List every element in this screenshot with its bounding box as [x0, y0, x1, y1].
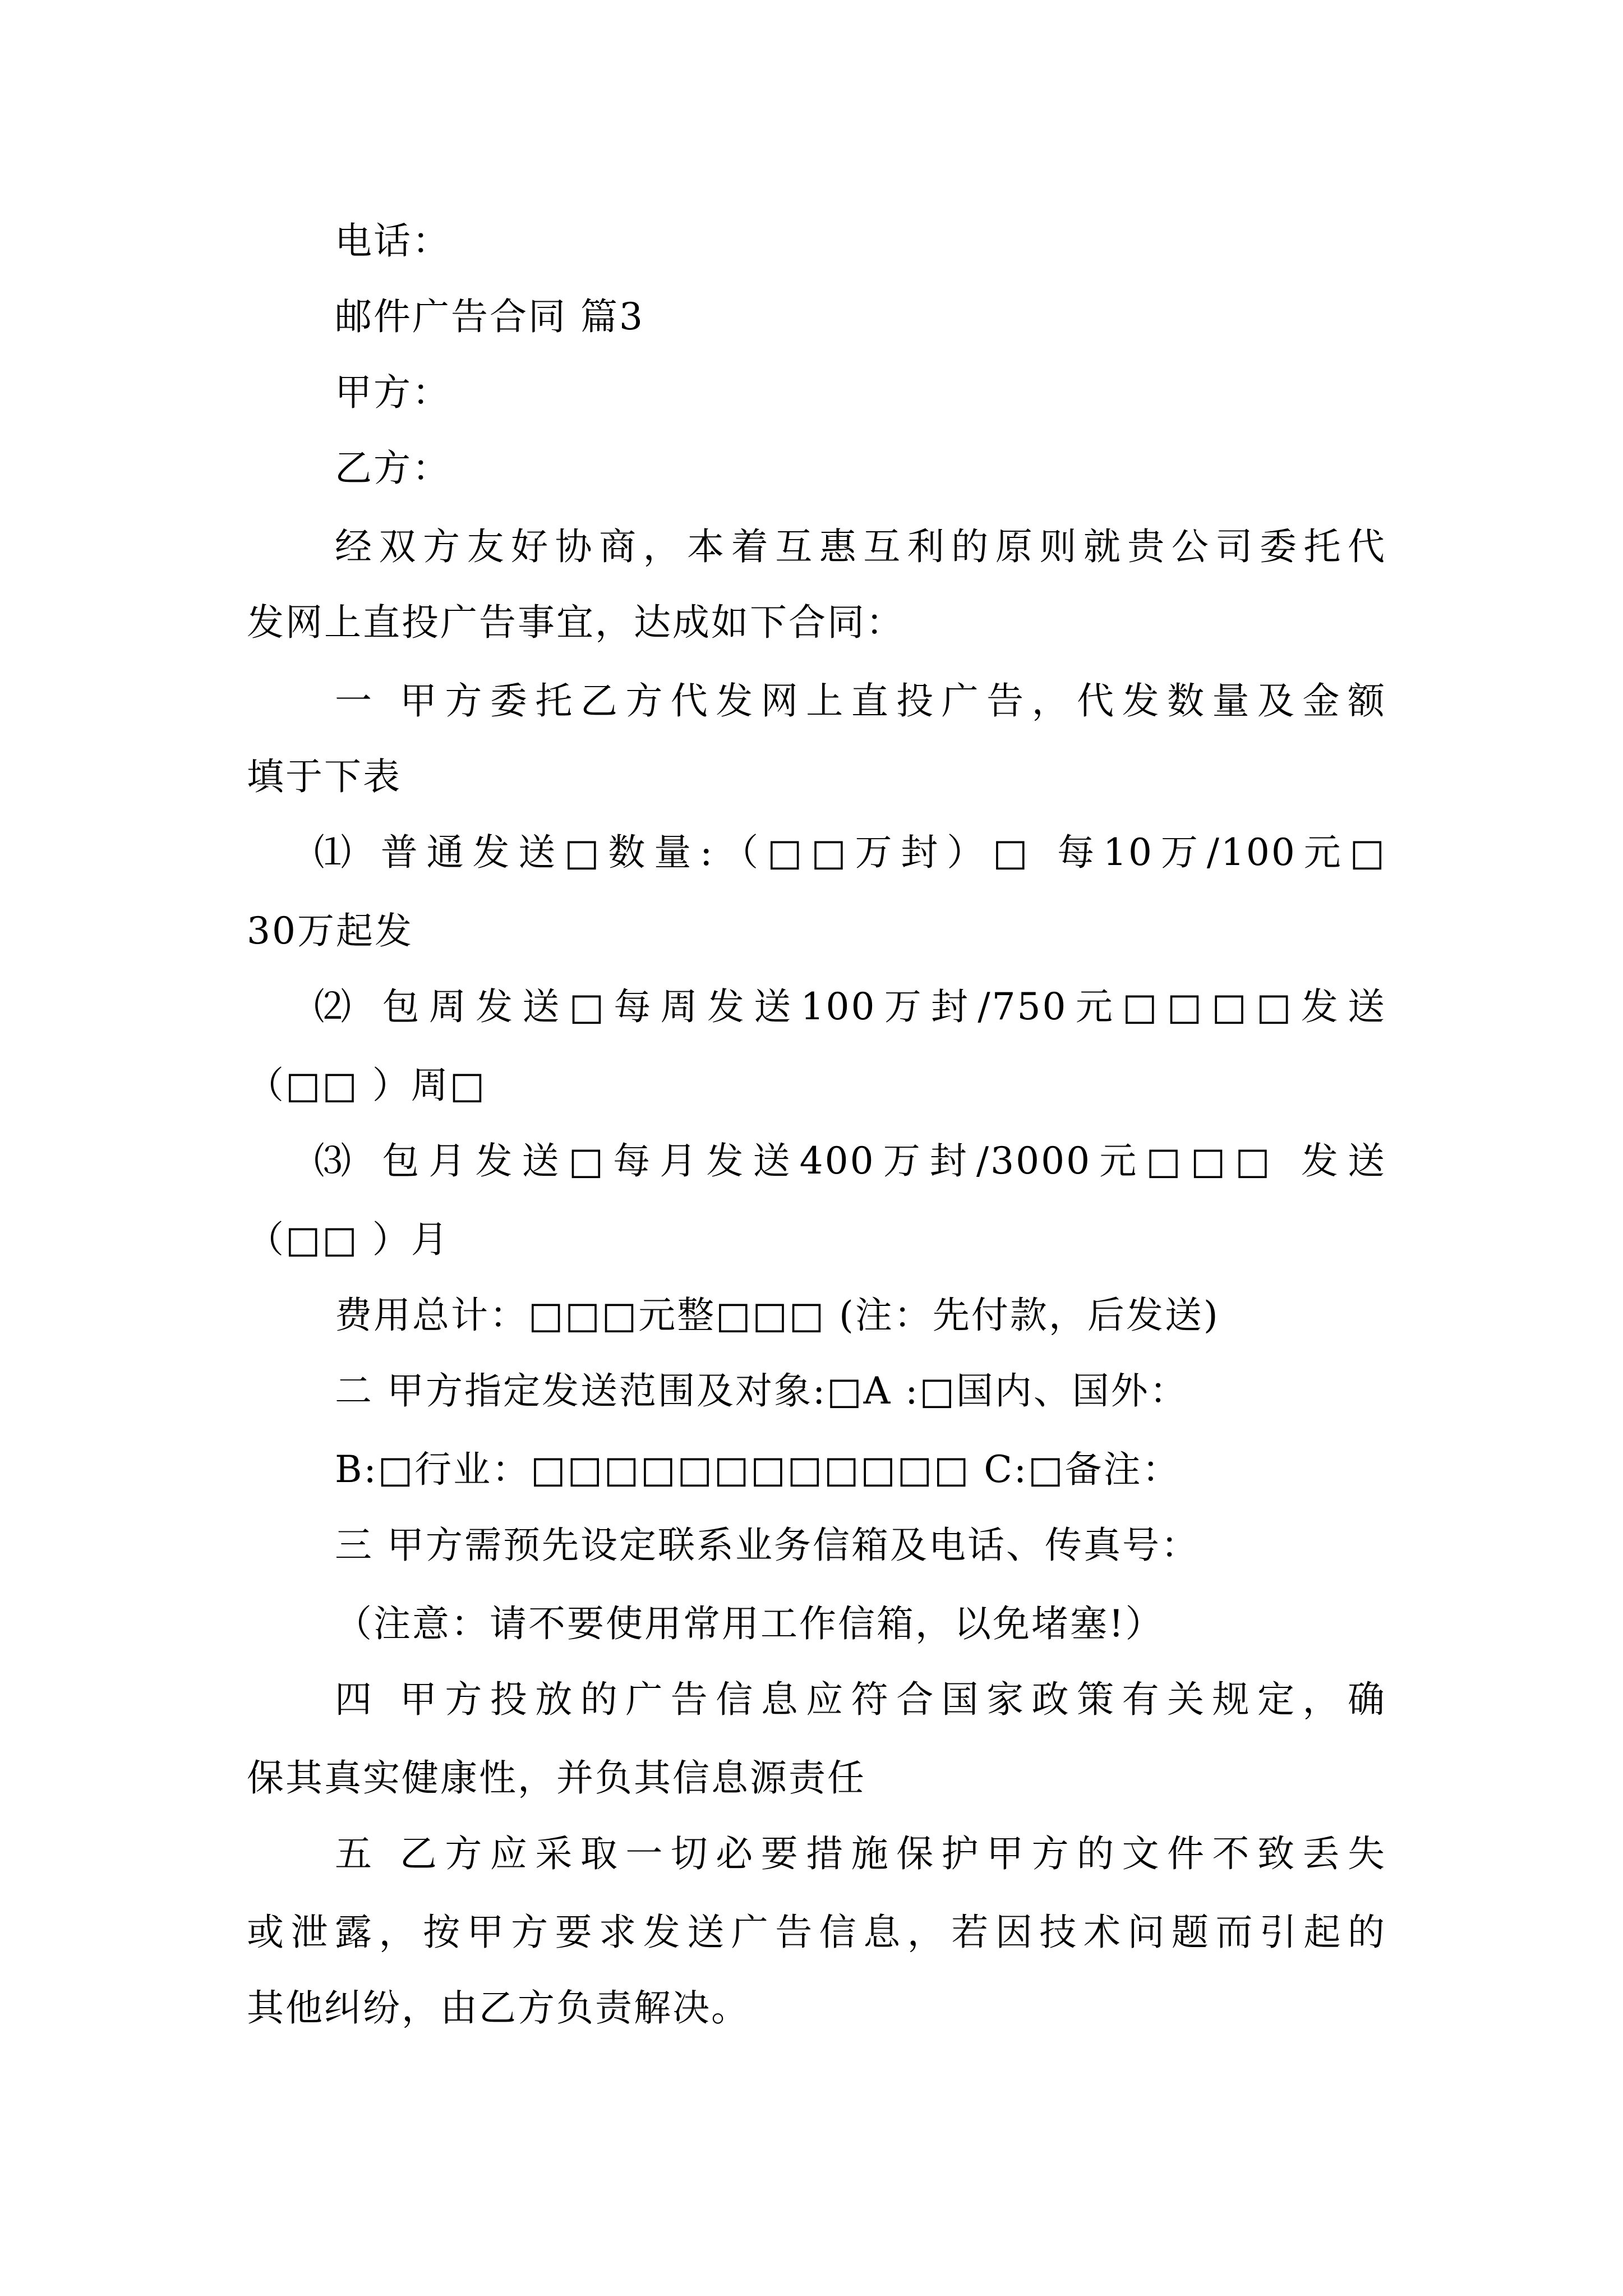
clause-2-line-2: B:□行业：□□□□□□□□□□□□ C:□备注：	[335, 1448, 1181, 1491]
party-b-line: 乙方：	[335, 447, 451, 490]
contract-heading-line: 邮件广告合同 篇3	[335, 295, 644, 338]
clause-5-line-2: 或泄露，按甲方要求发送广告信息，若因技术问题而引起的	[247, 1911, 1386, 1954]
item-3-line-2: （□□ ）月	[247, 1218, 450, 1261]
clause-2-line-1: 二 甲方指定发送范围及对象:□A :□国内、国外：	[335, 1369, 1188, 1412]
clause-3-line-1: 三 甲方需预先设定联系业务信箱及电话、传真号：	[335, 1524, 1200, 1567]
clause-5-line-1: 五 乙方应采取一切必要措施保护甲方的文件不致丢失	[335, 1832, 1386, 1875]
total-cost-line: 费用总计：□□□元整□□□ (注：先付款，后发送)	[335, 1294, 1220, 1337]
item-3-line-1: ⑶ 包月发送□每月发送400万封/3000元□□□ 发送	[314, 1139, 1386, 1182]
clause-5-line-3: 其他纠纷，由乙方负责解决。	[247, 1986, 750, 2030]
clause-3-note-line: （注意：请不要使用常用工作信箱，以免堵塞!）	[335, 1602, 1164, 1645]
item-1-line-2: 30万起发	[247, 909, 413, 953]
phone-label-line: 电话：	[335, 219, 451, 263]
item-2-line-1: ⑵ 包周发送□每周发送100万封/750元□□□□发送	[314, 985, 1386, 1028]
intro-line-1: 经双方友好协商，本着互惠互利的原则就贵公司委托代	[335, 525, 1386, 568]
intro-line-2: 发网上直投广告事宜，达成如下合同：	[247, 601, 905, 644]
clause-1-line-2: 填于下表	[247, 755, 402, 798]
item-2-line-2: （□□ ）周□	[247, 1064, 487, 1107]
clause-4-line-1: 四 甲方投放的广告信息应符合国家政策有关规定，确	[335, 1678, 1386, 1721]
clause-1-line-1: 一 甲方委托乙方代发网上直投广告，代发数量及金额	[335, 679, 1386, 723]
party-a-line: 甲方：	[335, 371, 451, 414]
item-1-line-1: ⑴ 普通发送□数量:（□□万封）□ 每10万/100元□	[314, 831, 1386, 874]
clause-4-line-2: 保其真实健康性，并负其信息源责任	[247, 1756, 866, 1800]
